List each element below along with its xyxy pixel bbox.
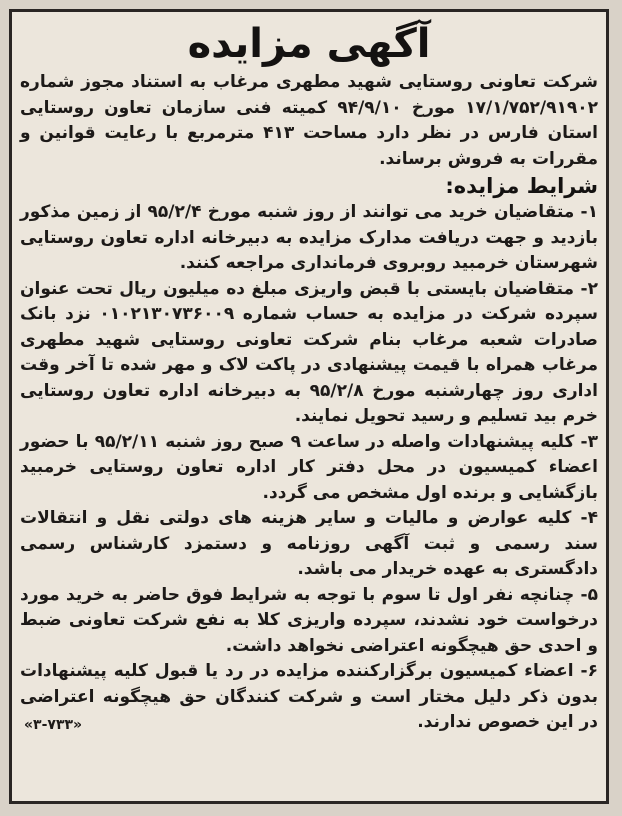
condition-6: ۶- اعضاء کمیسیون برگزارکننده مزایده در رد یا قبول کلیه پیشنهادات بدون ذکر دلیل مختار است و شرکت کنندگان حق هیچگونه اعتراضی در این خصوص ندارند. <box>20 661 598 732</box>
condition-1: ۱- متقاضیان خرید می توانند از روز شنبه مورخ ۹۵/۲/۴ از زمین مذکور بازدید و جهت دریافت مدارک مزایده به دبیرخانه اداره تعاون روستایی شهرستان خرمبید روبروی فرمانداری مراجعه کنند. <box>20 202 598 273</box>
notice-intro: شرکت تعاونی روستایی شهید مطهری مرغاب به استناد مجوز شماره ۱۷/۱/۷۵۲/۹۱۹۰۲ مورخ ۹۴/۹/۱۰ کمیته فنی سازمان تعاون روستایی استان فارس در نظر دارد مساحت ۴۱۳ مترمربع با رعایت قوانین و مقررات به فروش برساند. <box>20 72 598 169</box>
notice-footer <box>20 659 598 736</box>
notice-title: آگهی مزایده <box>187 21 431 67</box>
conditions-heading: شرایط مزایده: <box>445 174 598 198</box>
condition-3: ۳- کلیه پیشنهادات واصله در ساعت ۹ صبح روز شنبه ۹۵/۲/۱۱ با حضور اعضاء کمیسیون در محل دفتر کار اداره تعاون روستایی خرمبید بازگشایی و برنده اول مشخص می گردد. <box>20 431 599 503</box>
notice-code: «۳-۷۳۳» <box>24 716 83 733</box>
condition-5: ۵- چنانچه نفر اول تا سوم با توجه به شرایط فوق حاضر به خرید مورد درخواست خود نشدند، سپرده واریزی کلا به نفع شرکت تعاونی ضبط و احدی حق هیچگونه اعتراضی نخواهد داشت. <box>20 584 598 656</box>
condition-2: ۲- متقاضیان بایستی با قبض واریزی مبلغ ده میلیون ریال تحت عنوان سپرده شرکت در مزایده به حساب شماره ۰۱۰۲۱۳۰۷۳۶۰۰۹ نزد بانک صادرات شعبه مرغاب بنام شرکت تعاونی روستایی شهید مطهری مرغاب همراه با قیمت پیشنهادی در پاکت لاک و مهر شده تا آخر وقت اداری روز چهارشنبه مورخ ۹۵/۲/۸ به دبیرخانه اداره تعاون روستایی خرم بید تسلیم و رسید تحویل نمایند. <box>20 278 599 426</box>
condition-4: ۴- کلیه عوارض و مالیات و سایر هزینه های دولتی نقل و انتقالات سند رسمی و ثبت آگهی روزنامه و دستمزد کارشناس رسمی دادگستری به عهده خریدار می باشد. <box>20 508 598 579</box>
notice-frame <box>9 9 609 804</box>
